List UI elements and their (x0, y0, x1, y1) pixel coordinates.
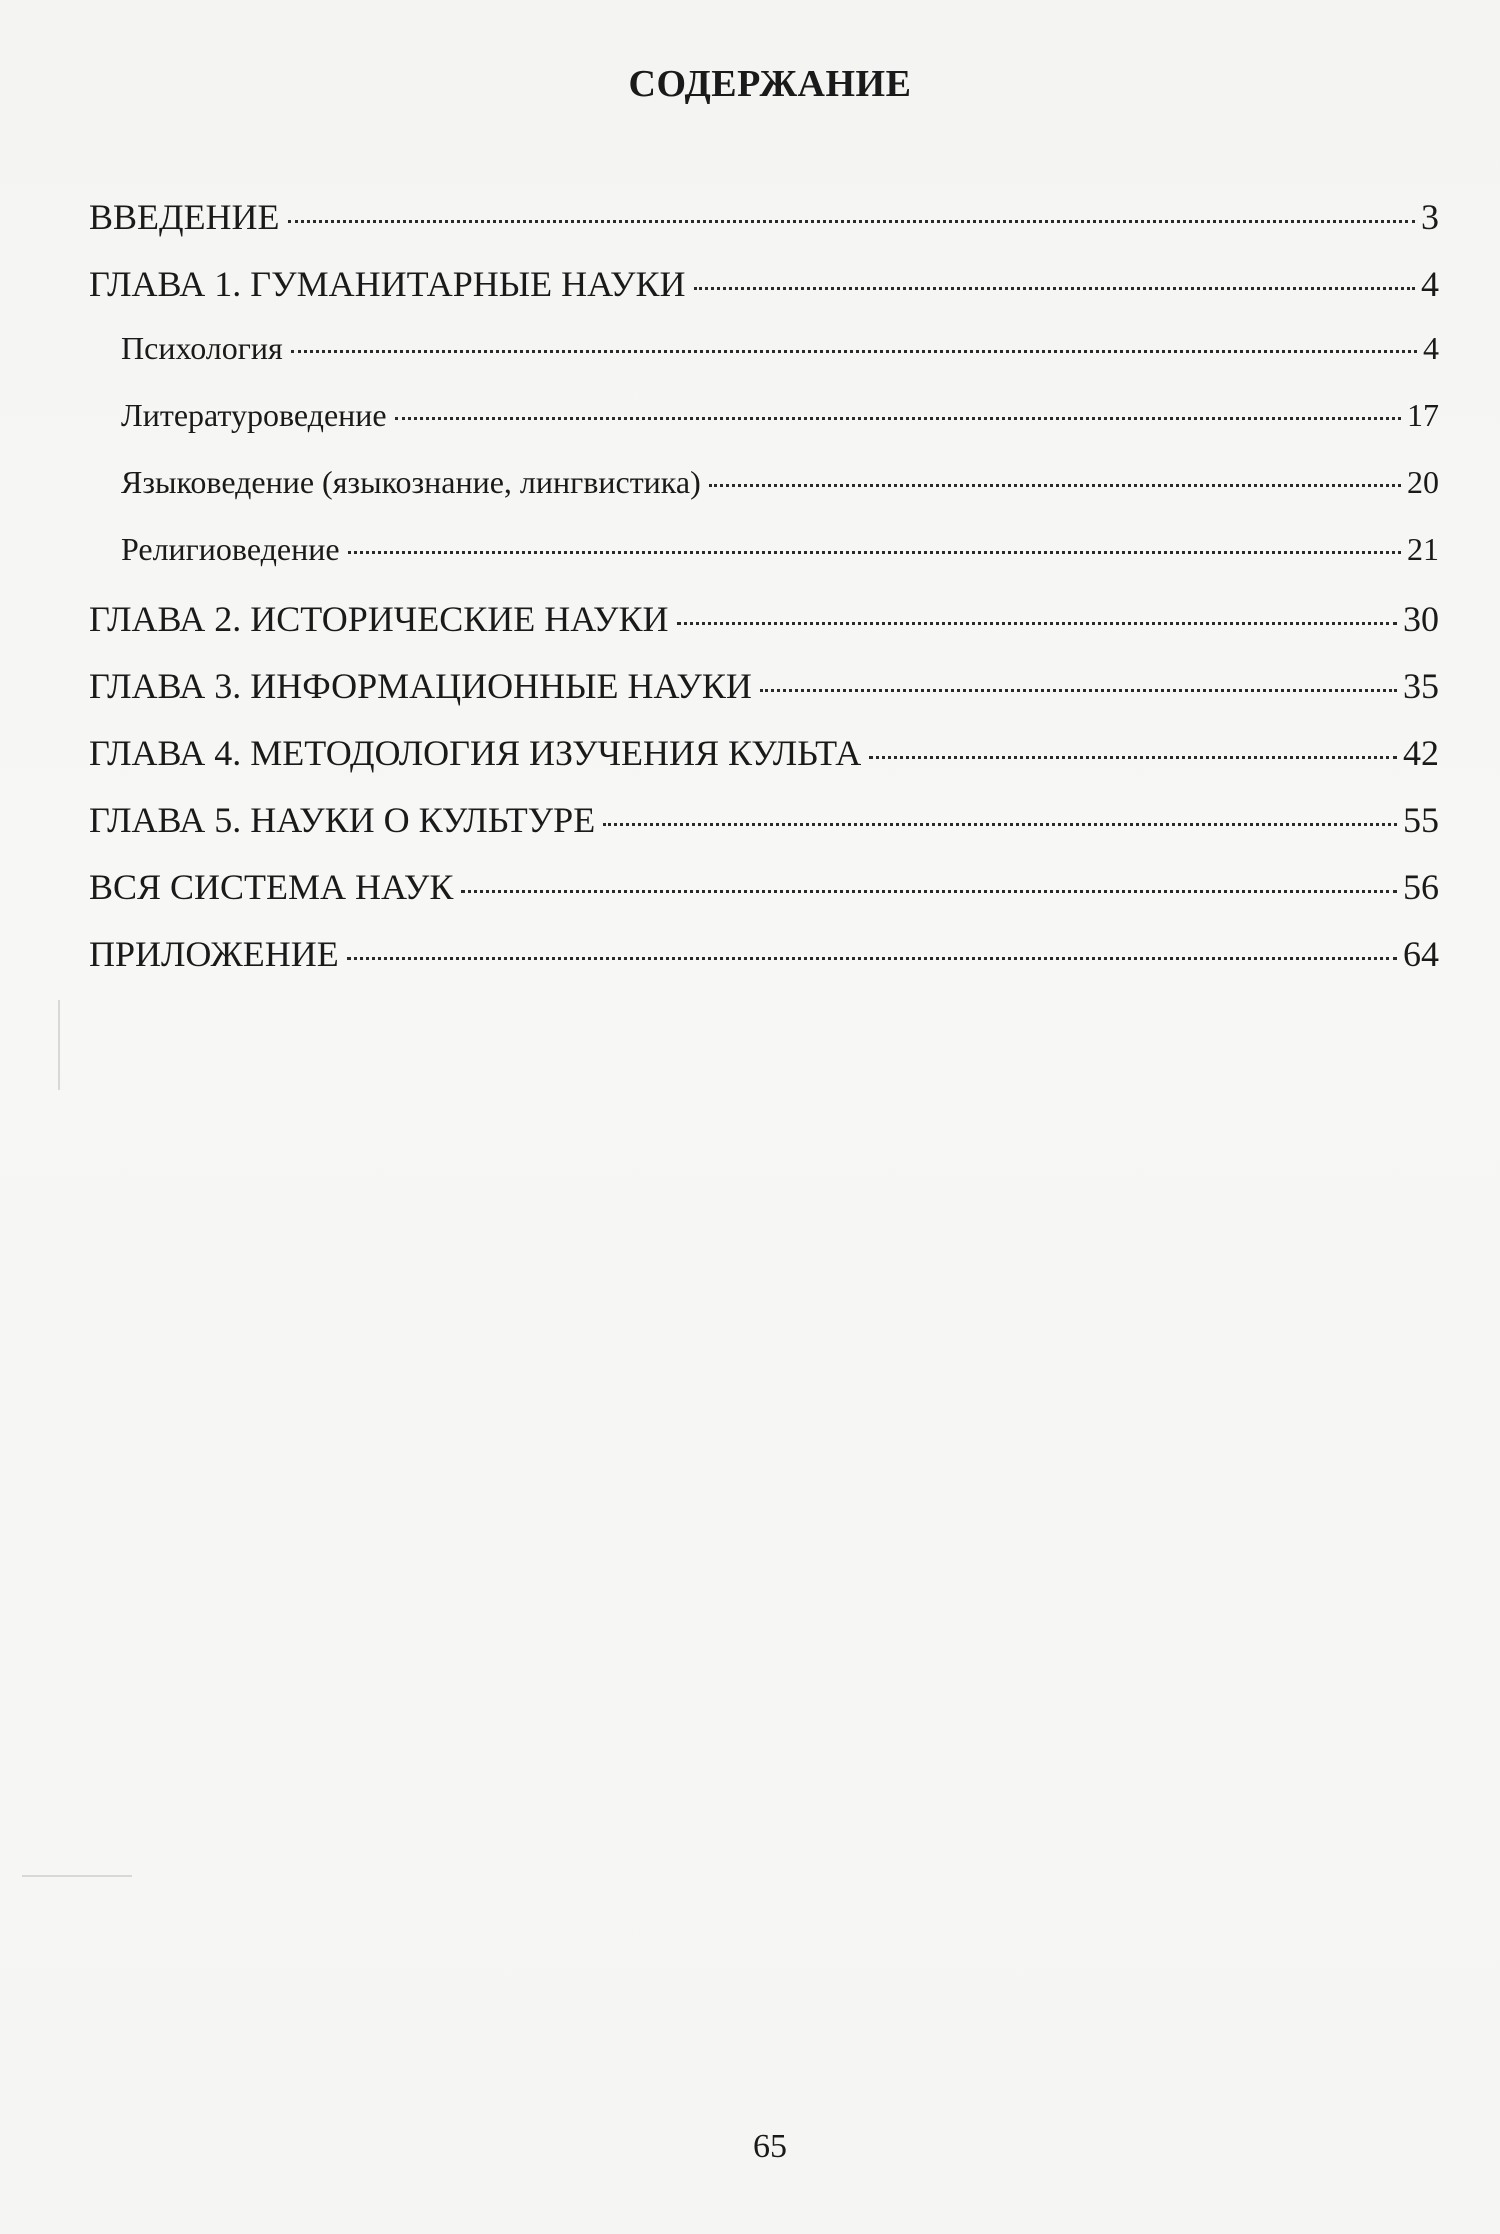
toc-entry-page: 55 (1403, 800, 1439, 840)
page-number: 65 (753, 2128, 787, 2165)
dot-leader (291, 350, 1417, 353)
toc-entry-label: Литературоведение (121, 397, 387, 433)
dot-leader (347, 957, 1397, 960)
dot-leader (694, 287, 1416, 290)
toc-subentry (89, 330, 1439, 397)
toc-entry-label: ВСЯ СИСТЕМА НАУК (89, 867, 454, 907)
toc-entry-page: 17 (1407, 397, 1439, 433)
toc-entry-label: ГЛАВА 2. ИСТОРИЧЕСКИЕ НАУКИ (89, 599, 669, 639)
toc-entry (89, 866, 1439, 933)
toc-entry-label: ГЛАВА 3. ИНФОРМАЦИОННЫЕ НАУКИ (89, 666, 752, 706)
toc-entry-page: 56 (1403, 867, 1439, 907)
toc-entry-label: ВВЕДЕНИЕ (89, 197, 280, 237)
toc-entry-page: 3 (1421, 197, 1439, 237)
toc-subentry (89, 397, 1439, 464)
dot-leader (603, 823, 1397, 826)
scan-mark-left-lower (22, 1875, 132, 1877)
toc-entry-page: 42 (1403, 733, 1439, 773)
toc-entry-label: ГЛАВА 4. МЕТОДОЛОГИЯ ИЗУЧЕНИЯ КУЛЬТА (89, 733, 862, 773)
toc-subentry (89, 464, 1439, 531)
dot-leader (709, 484, 1401, 487)
toc-entry-page: 30 (1403, 599, 1439, 639)
toc-entry (89, 196, 1439, 263)
toc-entry-page: 35 (1403, 666, 1439, 706)
toc-entry-label: ГЛАВА 5. НАУКИ О КУЛЬТУРЕ (89, 800, 596, 840)
toc-entry-label: ГЛАВА 1. ГУМАНИТАРНЫЕ НАУКИ (89, 264, 686, 304)
dot-leader (348, 551, 1401, 554)
scan-mark-left (58, 1000, 60, 1090)
toc-entry (89, 263, 1439, 330)
toc-entry-page: 4 (1423, 330, 1439, 366)
toc-entry-page: 20 (1407, 464, 1439, 500)
toc-entry-label: Языковедение (языкознание, лингвистика) (121, 464, 701, 500)
dot-leader (461, 890, 1397, 893)
toc-entry (89, 732, 1439, 799)
toc-entry (89, 933, 1439, 1000)
toc-title: СОДЕРЖАНИЕ (628, 63, 912, 105)
toc-entry-page: 21 (1407, 531, 1439, 567)
dot-leader (395, 417, 1401, 420)
dot-leader (869, 756, 1397, 759)
toc-entry-label: Религиоведение (121, 531, 340, 567)
dot-leader (288, 220, 1415, 223)
dot-leader (677, 622, 1397, 625)
toc-list (89, 196, 1439, 1000)
toc-entry-label: ПРИЛОЖЕНИЕ (89, 934, 339, 974)
toc-entry (89, 598, 1439, 665)
toc-entry (89, 799, 1439, 866)
toc-entry (89, 665, 1439, 732)
toc-subentry (89, 531, 1439, 598)
toc-entry-page: 4 (1421, 264, 1439, 304)
toc-entry-page: 64 (1403, 934, 1439, 974)
toc-entry-label: Психология (121, 330, 283, 366)
dot-leader (760, 689, 1397, 692)
